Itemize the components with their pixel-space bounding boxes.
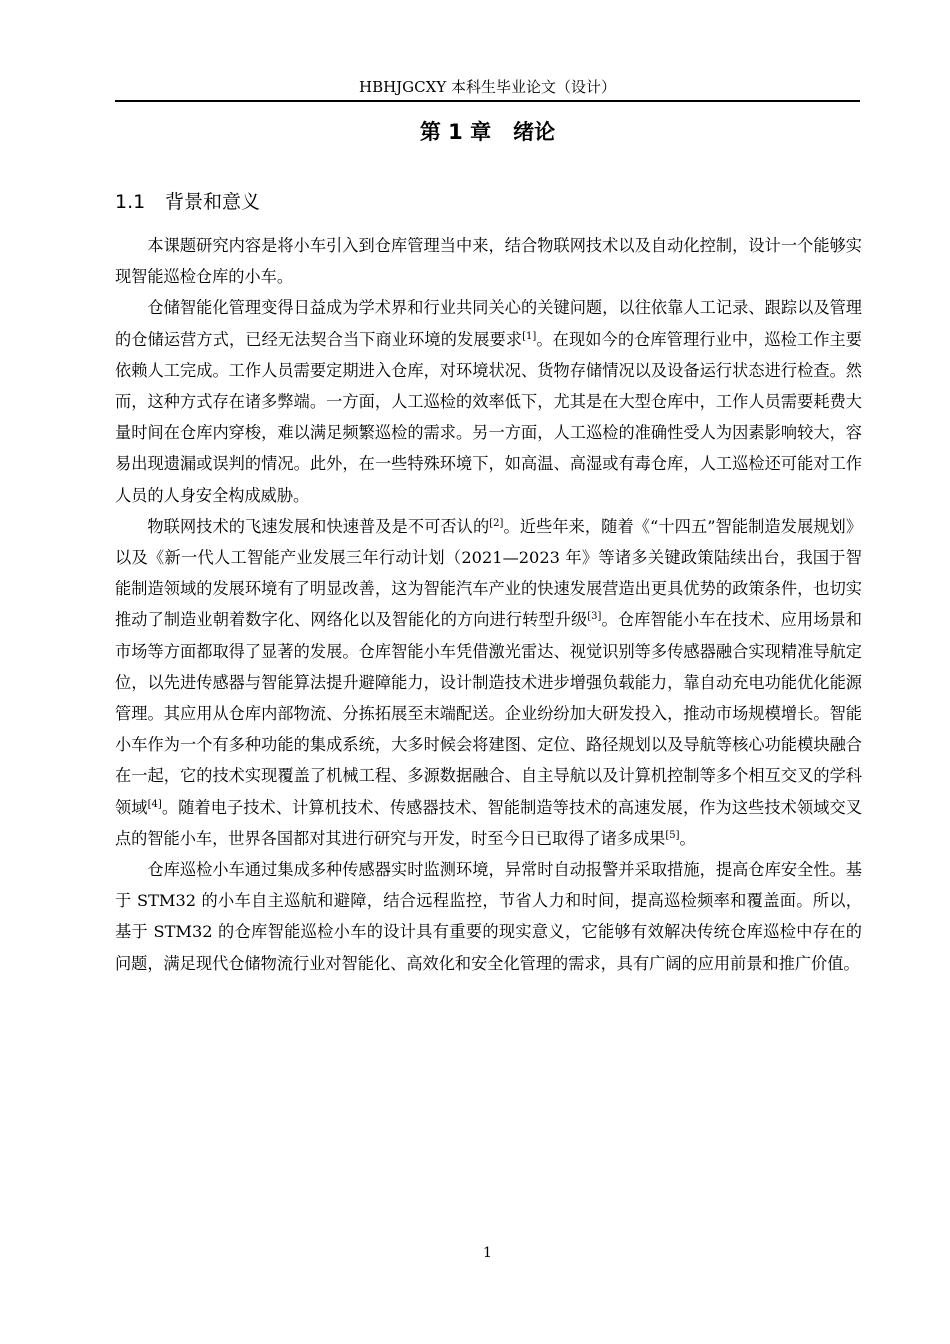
paragraph-1: 本课题研究内容是将小车引入到仓库管理当中来，结合物联网技术以及自动化控制，设计一个能够实现智能巡检仓库的小车。 — [115, 236, 862, 287]
header-rule — [115, 100, 860, 102]
section-heading — [115, 189, 860, 215]
citation-1: [1] — [522, 330, 537, 342]
citation-3: [3] — [587, 611, 602, 623]
page-number: 1 — [483, 1245, 492, 1261]
paragraph-2-text-b: 。在现如今的仓库管理行业中，巡检工作主要依赖人工完成。工作人员需要定期进入仓库，对环境状况、货物存储情况以及设备运行状态进行检查。然而，这种方式存在诸多弊端。一方面，人工巡检的效率低下，尤其是在大型仓库中，工作人员需要耗费大量时间在仓库内穿梭，难以满足频繁巡检的需求。另一方面，人工巡检的准确性受人为因素影响较大，容易出现遗漏或误判的情况。此外，在一些特殊环境下，如高温、高湿或有毒仓库，人工巡检还可能对工作人员的人身安全构成威胁。 — [115, 329, 862, 505]
paragraph-3-text-b: 。近些年来，随着《“十四五”智能制造发展规划》以及《新一代人工智能产业发展三年行动计划（2021—2023 年》等诸多关键政策陆续出台，我国于智能制造领域的发展环境有了明显改善，这为智能汽车产业的快速发展营造出更具优势的政策条件，也切实推动了制造业朝着数字化、网络化以及智能化的方向进行转型升级 — [115, 516, 863, 630]
paragraph-2-text-a: 仓储智能化管理变得日益成为学术界和行业共同关心的关键问题，以往依靠人工记录、跟踪以及管理的仓储运营方式，已经无法契合当下商业环境的发展要求 — [115, 298, 862, 349]
section-name: 背景和意义 — [165, 191, 261, 213]
paragraph-3 — [115, 511, 862, 854]
section-number: 1.1 — [115, 191, 146, 213]
body-text — [115, 230, 862, 979]
chapter-title — [115, 118, 860, 146]
paragraph-3-text-d: 。随着电子技术、计算机技术、传感器技术、智能制造等技术的高速发展，作为这些技术领域交叉点的智能小车，世界各国都对其进行研究与开发，时至今日已取得了诸多成果 — [115, 797, 863, 848]
running-header: HBHJGCXY 本科生毕业论文（设计） — [358, 78, 616, 96]
paragraph-3-text-c: 。仓库智能小车在技术、应用场景和市场等方面都取得了显著的发展。仓库智能小车凭借激光雷达、视觉识别等多传感器融合实现精准导航定位，以先进传感器与智能算法提升避障能力，设计制造技术进步增强负载能力，靠自动充电功能优化能源管理。其应用从仓库内部物流、分拣拓展至末端配送。企业纷纷加大研发投入，推动市场规模增长。智能小车作为一个有多种功能的集成系统，大多时候会将建图、定位、路径规划以及导航等核心功能模块融合在一起，它的技术实现覆盖了机械工程、多源数据融合、自主导航以及计算机控制等多个相互交叉的学科领域 — [115, 610, 862, 817]
chapter-number: 第 1 章 — [419, 120, 492, 144]
citation-5: [5] — [665, 829, 680, 841]
paragraph-3-text-e: 。 — [679, 828, 696, 848]
paragraph-4: 仓库巡检小车通过集成多种传感器实时监测环境，异常时自动报警并采取措施，提高仓库安全性。基于 STM32 的小车自主巡航和避障，结合远程监控，节省人力和时间，提高巡检频率和覆盖面。所以，基于 STM32 的仓库智能巡检小车的设计具有重要的现实意义，它能够有效解决传统仓库巡检中存在的问题，满足现代仓储物流行业对智能化、高效化和安全化管理的需求，具有广阔的应用前景和推广价值。 — [115, 860, 862, 973]
chapter-name: 绪论 — [513, 120, 556, 144]
citation-4: [4] — [147, 798, 162, 810]
paragraph-3-text-a: 物联网技术的飞速发展和快速普及是不可否认的 — [147, 516, 490, 536]
citation-2: [2] — [489, 517, 504, 529]
paragraph-2 — [115, 292, 862, 510]
